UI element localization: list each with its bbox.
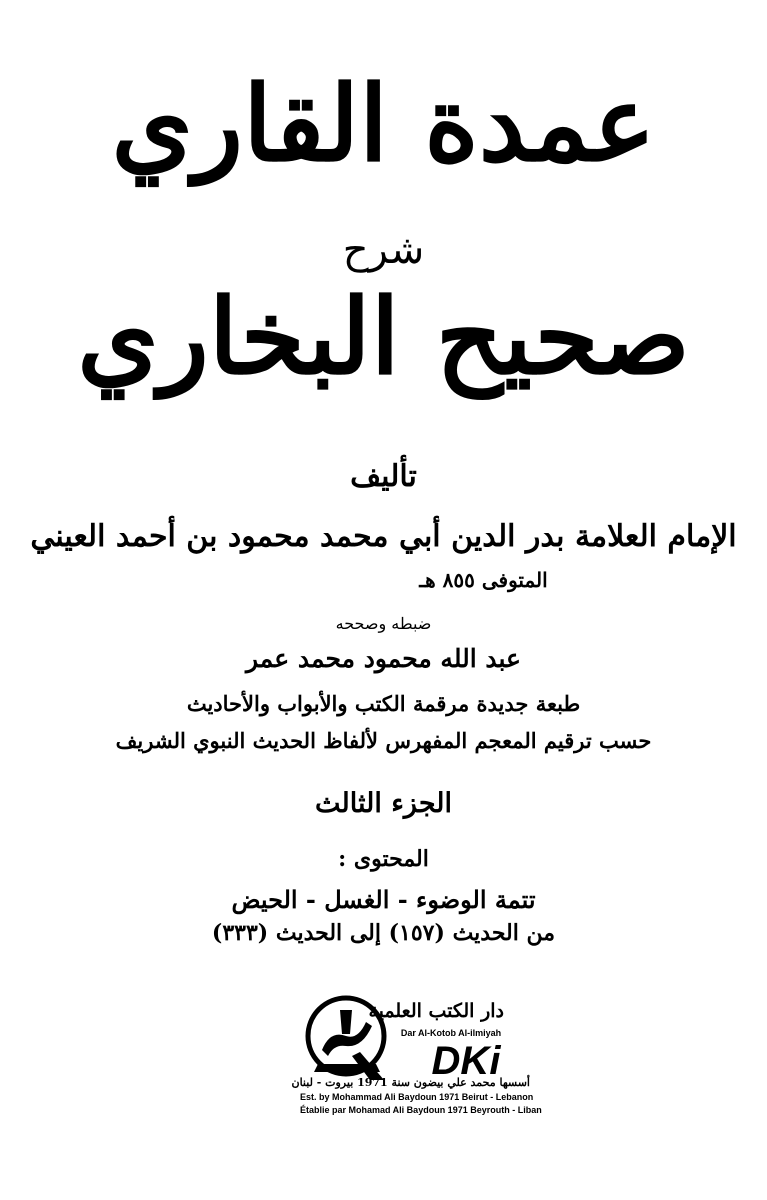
contents-topics: تتمة الوضوء - الغسل - الحيض	[231, 885, 536, 914]
contents-label: المحتوى :	[338, 846, 429, 872]
publisher-established-english: Est. by Mohammad Ali Baydoun 1971 Beirut - Lebanon	[300, 1092, 534, 1102]
publisher-established-french: Établie par Mohamad Ali Baydoun 1971 Beyrouth - Liban	[300, 1105, 542, 1115]
publisher-name-english: Dar Al-Kotob Al-ilmiyah	[400, 1028, 502, 1038]
edited-by-label: ضبطه وصححه	[335, 614, 432, 633]
authored-by-label: تأليف	[350, 459, 417, 494]
book-title-line3: صحيح البخاري	[77, 275, 690, 398]
publisher-established-arabic: أسسها محمد علي بيضون سنة 1971 بيروت - لبنان	[291, 1076, 530, 1089]
book-title-line2: شرح	[342, 227, 425, 273]
dki-logo	[420, 1038, 512, 1080]
publisher-block	[291, 990, 542, 1120]
editor-name: عبد الله محمود محمد عمر	[246, 644, 521, 673]
edition-note-line2: حسب ترقيم المعجم المفهرس لألفاظ الحديث النبوي الشريف	[115, 728, 652, 753]
contents-range: من الحديث (١٥٧) إلى الحديث (٣٣٣)	[211, 920, 556, 946]
book-title-line1: عمدة القاري	[111, 62, 656, 185]
author-death-date: المتوفى ٨٥٥ هـ	[419, 568, 548, 592]
dki-logo-text: DKi	[431, 1039, 501, 1080]
publisher-name-arabic: دار الكتب العلمية	[368, 1000, 504, 1022]
edition-note-line1: طبعة جديدة مرقمة الكتب والأبواب والأحاديث	[186, 691, 581, 716]
author-name: الإمام العلامة بدر الدين أبي محمد محمود بن أحمد العيني	[30, 519, 737, 554]
volume-label: الجزء الثالث	[315, 788, 452, 819]
